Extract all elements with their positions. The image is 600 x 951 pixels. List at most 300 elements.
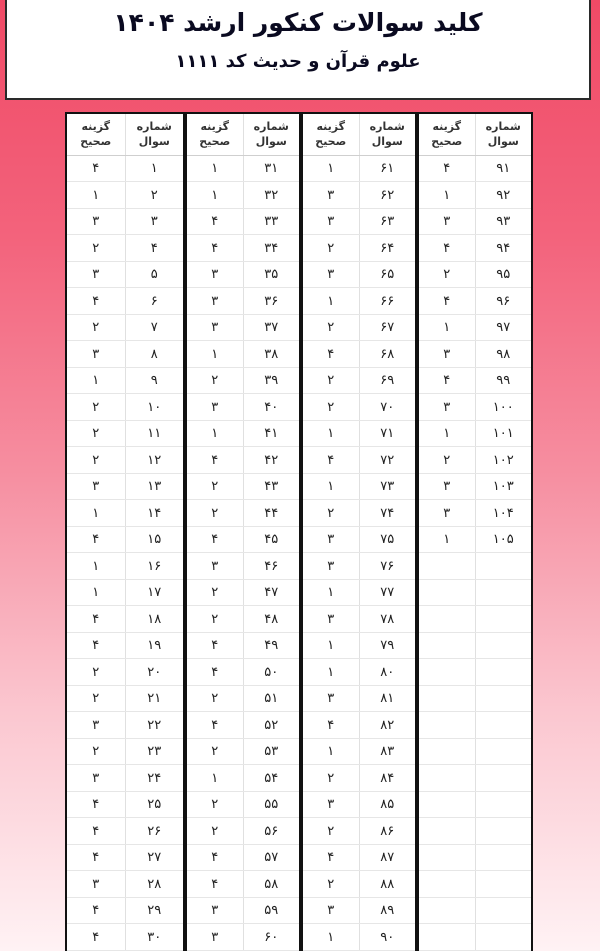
table-row	[303, 765, 415, 792]
question-number-cell	[475, 898, 532, 924]
table-block	[299, 114, 415, 951]
answer-cell: ۴	[92, 611, 100, 627]
table-row	[67, 527, 183, 554]
answer-cell: ۲	[92, 452, 100, 468]
table-row	[303, 315, 415, 342]
question-number-cell: ۹۹	[475, 368, 532, 394]
question-number-cell: ۳۸	[243, 341, 300, 367]
question-number-cell: ۸۷	[359, 845, 416, 871]
table-row	[67, 898, 183, 925]
answer-cell: ۱	[92, 585, 100, 601]
table-row	[67, 235, 183, 262]
question-number-cell: ۵۲	[243, 712, 300, 738]
question-number-cell: ۳۰	[125, 924, 184, 950]
answer-cell: ۲	[211, 505, 219, 521]
answer-cell: ۳	[327, 611, 335, 627]
answer-cell: ۱	[211, 346, 219, 362]
question-number-cell: ۸۲	[359, 712, 416, 738]
answer-cell: ۱	[443, 320, 451, 336]
question-number-cell: ۶۵	[359, 262, 416, 288]
question-number-cell: ۲۸	[125, 871, 184, 897]
table-row	[67, 553, 183, 580]
table-row	[67, 421, 183, 448]
answer-cell: ۱	[443, 532, 451, 548]
answer-cell: ۲	[327, 823, 335, 839]
question-number-cell: ۷۱	[359, 421, 416, 447]
answer-cell: ۴	[327, 452, 335, 468]
question-number-cell: ۹۱	[475, 156, 532, 182]
answer-cell: ۲	[443, 452, 451, 468]
question-number-cell: ۸۶	[359, 818, 416, 844]
answer-cell: ۳	[211, 558, 219, 574]
table-row	[67, 341, 183, 368]
table-row	[303, 156, 415, 183]
table-row	[303, 606, 415, 633]
table-row	[187, 712, 299, 739]
answer-cell: ۳	[327, 903, 335, 919]
answer-cell: ۲	[211, 611, 219, 627]
table-row	[187, 394, 299, 421]
table-row	[67, 712, 183, 739]
table-row	[303, 288, 415, 315]
answer-cell: ۳	[211, 903, 219, 919]
answer-cell: ۳	[327, 558, 335, 574]
question-number-cell: ۸۱	[359, 686, 416, 712]
answer-cell: ۱	[327, 426, 335, 442]
table-row	[303, 527, 415, 554]
question-number-cell: ۱۶	[125, 553, 184, 579]
page-subtitle: علوم قرآن و حدیث کد ۱۱۱۱	[175, 51, 421, 72]
answer-cell: ۴	[443, 161, 451, 177]
question-number-cell: ۸۵	[359, 792, 416, 818]
answer-key-table	[65, 112, 533, 951]
table-row	[187, 765, 299, 792]
question-number-cell: ۲۳	[125, 739, 184, 765]
table-row	[187, 659, 299, 686]
answer-cell	[419, 765, 475, 791]
answer-cell: ۱	[211, 426, 219, 442]
table-row	[187, 686, 299, 713]
question-number-cell: ۱۰۱	[475, 421, 532, 447]
table-row	[303, 341, 415, 368]
question-number-cell: ۳۴	[243, 235, 300, 261]
table-row	[67, 633, 183, 660]
table-row	[187, 235, 299, 262]
question-number-cell: ۱۴	[125, 500, 184, 526]
answer-cell: ۲	[211, 691, 219, 707]
question-number-cell: ۱۰	[125, 394, 184, 420]
table-row	[303, 474, 415, 501]
table-row	[303, 924, 415, 951]
answer-cell: ۴	[211, 240, 219, 256]
answer-cell: ۲	[92, 320, 100, 336]
table-row	[187, 606, 299, 633]
question-number-cell: ۸۳	[359, 739, 416, 765]
question-number-cell: ۵۴	[243, 765, 300, 791]
question-number-cell: ۱۷	[125, 580, 184, 606]
question-number-cell: ۱۹	[125, 633, 184, 659]
answer-cell: ۲	[327, 770, 335, 786]
answer-cell	[419, 553, 475, 579]
answer-cell: ۲	[327, 320, 335, 336]
header-question: شماره سوال	[243, 114, 300, 155]
table-row	[419, 368, 531, 395]
question-number-cell	[475, 553, 532, 579]
table-row	[187, 341, 299, 368]
answer-cell: ۴	[92, 293, 100, 309]
answer-cell: ۲	[92, 426, 100, 442]
question-number-cell: ۸۰	[359, 659, 416, 685]
answer-cell: ۴	[211, 717, 219, 733]
question-number-cell: ۴۸	[243, 606, 300, 632]
table-row	[67, 209, 183, 236]
question-number-cell: ۸۹	[359, 898, 416, 924]
table-row	[419, 262, 531, 289]
answer-cell: ۳	[211, 293, 219, 309]
question-number-cell: ۱۸	[125, 606, 184, 632]
question-number-cell: ۹۰	[359, 924, 416, 950]
table-header-row	[67, 114, 183, 156]
question-number-cell: ۴۱	[243, 421, 300, 447]
question-number-cell: ۵۹	[243, 898, 300, 924]
table-row	[303, 209, 415, 236]
answer-cell: ۱	[443, 187, 451, 203]
answer-cell	[419, 792, 475, 818]
answer-cell: ۱	[327, 638, 335, 654]
answer-cell: ۱	[327, 479, 335, 495]
table-row	[187, 527, 299, 554]
question-number-cell: ۱۰۰	[475, 394, 532, 420]
header-answer: گزینه صحیح	[80, 120, 112, 149]
table-row	[419, 500, 531, 527]
answer-cell: ۲	[92, 744, 100, 760]
answer-cell: ۱	[443, 426, 451, 442]
question-number-cell: ۶۸	[359, 341, 416, 367]
table-row	[187, 553, 299, 580]
table-row	[67, 739, 183, 766]
answer-cell: ۳	[327, 187, 335, 203]
header-answer: گزینه صحیح	[199, 120, 231, 149]
question-number-cell: ۱۱	[125, 421, 184, 447]
answer-cell: ۲	[92, 691, 100, 707]
table-row	[419, 818, 531, 845]
question-number-cell	[475, 686, 532, 712]
question-number-cell: ۵۰	[243, 659, 300, 685]
question-number-cell: ۹۵	[475, 262, 532, 288]
answer-cell: ۴	[211, 452, 219, 468]
table-row	[419, 633, 531, 660]
answer-cell: ۳	[443, 399, 451, 415]
table-row	[419, 712, 531, 739]
question-number-cell: ۹۴	[475, 235, 532, 261]
question-number-cell: ۶۰	[243, 924, 300, 950]
answer-cell: ۱	[327, 161, 335, 177]
question-number-cell: ۳۱	[243, 156, 300, 182]
answer-cell: ۱	[92, 558, 100, 574]
question-number-cell: ۱۰۴	[475, 500, 532, 526]
table-row	[67, 871, 183, 898]
answer-cell: ۱	[327, 664, 335, 680]
header-banner	[5, 0, 591, 100]
answer-cell: ۴	[327, 717, 335, 733]
answer-cell: ۳	[92, 267, 100, 283]
answer-cell	[419, 606, 475, 632]
answer-cell	[419, 818, 475, 844]
question-number-cell: ۳۵	[243, 262, 300, 288]
question-number-cell	[475, 712, 532, 738]
question-number-cell: ۳۶	[243, 288, 300, 314]
table-row	[303, 898, 415, 925]
answer-cell: ۴	[443, 373, 451, 389]
table-row	[67, 792, 183, 819]
question-number-cell: ۴۰	[243, 394, 300, 420]
question-number-cell: ۶۶	[359, 288, 416, 314]
question-number-cell: ۳	[125, 209, 184, 235]
table-row	[67, 924, 183, 951]
answer-cell: ۴	[211, 532, 219, 548]
answer-cell: ۲	[92, 664, 100, 680]
table-row	[187, 447, 299, 474]
question-number-cell: ۲۴	[125, 765, 184, 791]
table-row	[187, 871, 299, 898]
answer-cell	[419, 659, 475, 685]
question-number-cell: ۲۱	[125, 686, 184, 712]
table-row	[303, 368, 415, 395]
question-number-cell: ۲۰	[125, 659, 184, 685]
answer-cell: ۳	[327, 691, 335, 707]
answer-cell: ۱	[92, 373, 100, 389]
answer-cell: ۴	[92, 929, 100, 945]
table-row	[419, 924, 531, 951]
question-number-cell: ۷۰	[359, 394, 416, 420]
question-number-cell: ۴۳	[243, 474, 300, 500]
answer-cell: ۲	[211, 823, 219, 839]
table-row	[419, 553, 531, 580]
question-number-cell: ۲۶	[125, 818, 184, 844]
question-number-cell: ۷۳	[359, 474, 416, 500]
table-row	[419, 421, 531, 448]
answer-cell: ۳	[92, 876, 100, 892]
table-row	[303, 447, 415, 474]
question-number-cell: ۷۲	[359, 447, 416, 473]
question-number-cell: ۲	[125, 182, 184, 208]
answer-cell	[419, 739, 475, 765]
answer-cell: ۱	[327, 929, 335, 945]
table-row	[419, 898, 531, 925]
question-number-cell: ۴۷	[243, 580, 300, 606]
table-row	[187, 421, 299, 448]
question-number-cell	[475, 633, 532, 659]
question-number-cell: ۶۴	[359, 235, 416, 261]
answer-cell: ۳	[327, 214, 335, 230]
question-number-cell	[475, 739, 532, 765]
answer-cell: ۲	[92, 399, 100, 415]
table-row	[187, 182, 299, 209]
answer-cell: ۳	[327, 797, 335, 813]
answer-cell: ۲	[327, 240, 335, 256]
table-row	[303, 580, 415, 607]
answer-cell: ۲	[327, 876, 335, 892]
answer-cell: ۳	[92, 479, 100, 495]
header-question: شماره سوال	[359, 114, 416, 155]
table-row	[303, 421, 415, 448]
table-row	[67, 659, 183, 686]
answer-cell: ۳	[443, 479, 451, 495]
table-row	[419, 288, 531, 315]
answer-cell: ۱	[211, 187, 219, 203]
table-row	[419, 580, 531, 607]
table-row	[419, 182, 531, 209]
answer-cell: ۲	[327, 373, 335, 389]
question-number-cell: ۸۴	[359, 765, 416, 791]
table-row	[67, 765, 183, 792]
question-number-cell: ۲۷	[125, 845, 184, 871]
answer-cell: ۲	[327, 505, 335, 521]
question-number-cell: ۹۳	[475, 209, 532, 235]
table-row	[419, 156, 531, 183]
question-number-cell: ۳۹	[243, 368, 300, 394]
question-number-cell: ۴۵	[243, 527, 300, 553]
answer-cell: ۲	[443, 267, 451, 283]
table-row	[187, 500, 299, 527]
question-number-cell: ۵۶	[243, 818, 300, 844]
table-row	[303, 686, 415, 713]
question-number-cell: ۷۶	[359, 553, 416, 579]
table-block	[67, 114, 183, 951]
table-header-row	[419, 114, 531, 156]
table-row	[67, 156, 183, 183]
answer-cell: ۱	[211, 770, 219, 786]
question-number-cell: ۱۳	[125, 474, 184, 500]
table-header-row	[303, 114, 415, 156]
answer-cell: ۲	[211, 585, 219, 601]
table-row	[303, 553, 415, 580]
table-row	[67, 394, 183, 421]
table-block	[415, 114, 531, 951]
question-number-cell: ۵۳	[243, 739, 300, 765]
answer-cell: ۴	[211, 638, 219, 654]
answer-cell: ۴	[92, 850, 100, 866]
answer-cell: ۴	[211, 214, 219, 230]
answer-cell	[419, 924, 475, 950]
table-row	[303, 712, 415, 739]
table-row	[419, 235, 531, 262]
table-row	[67, 447, 183, 474]
answer-cell: ۴	[92, 823, 100, 839]
table-row	[67, 315, 183, 342]
question-number-cell: ۳۳	[243, 209, 300, 235]
question-number-cell: ۱۰۲	[475, 447, 532, 473]
answer-cell	[419, 633, 475, 659]
question-number-cell: ۹۶	[475, 288, 532, 314]
answer-cell: ۱	[327, 293, 335, 309]
answer-cell: ۲	[211, 373, 219, 389]
table-row	[303, 845, 415, 872]
question-number-cell: ۶۱	[359, 156, 416, 182]
table-row	[419, 765, 531, 792]
answer-cell: ۱	[327, 744, 335, 760]
question-number-cell	[475, 580, 532, 606]
question-number-cell: ۵۵	[243, 792, 300, 818]
question-number-cell: ۹۸	[475, 341, 532, 367]
question-number-cell: ۷۸	[359, 606, 416, 632]
question-number-cell: ۹۷	[475, 315, 532, 341]
answer-cell: ۳	[443, 505, 451, 521]
answer-cell: ۲	[327, 399, 335, 415]
question-number-cell: ۲۵	[125, 792, 184, 818]
table-row	[303, 235, 415, 262]
answer-cell	[419, 712, 475, 738]
table-row	[303, 659, 415, 686]
answer-cell: ۴	[443, 240, 451, 256]
question-number-cell: ۶	[125, 288, 184, 314]
answer-cell: ۳	[327, 532, 335, 548]
table-row	[419, 792, 531, 819]
answer-cell: ۱	[211, 161, 219, 177]
table-row	[303, 262, 415, 289]
answer-cell: ۳	[92, 717, 100, 733]
question-number-cell	[475, 818, 532, 844]
table-row	[67, 580, 183, 607]
answer-cell: ۴	[327, 346, 335, 362]
table-row	[187, 262, 299, 289]
table-row	[67, 606, 183, 633]
question-number-cell: ۴۶	[243, 553, 300, 579]
table-row	[187, 739, 299, 766]
question-number-cell: ۶۳	[359, 209, 416, 235]
answer-cell: ۴	[211, 876, 219, 892]
answer-cell: ۴	[92, 638, 100, 654]
table-row	[419, 447, 531, 474]
table-row	[67, 262, 183, 289]
answer-cell: ۳	[92, 214, 100, 230]
question-number-cell: ۱	[125, 156, 184, 182]
answer-cell: ۱	[92, 187, 100, 203]
table-row	[67, 288, 183, 315]
table-row	[187, 209, 299, 236]
answer-cell: ۳	[211, 267, 219, 283]
header-question: شماره سوال	[125, 114, 184, 155]
answer-cell	[419, 871, 475, 897]
question-number-cell: ۹	[125, 368, 184, 394]
question-number-cell: ۴۲	[243, 447, 300, 473]
answer-cell: ۳	[443, 346, 451, 362]
answer-cell: ۴	[92, 903, 100, 919]
answer-cell	[419, 845, 475, 871]
table-row	[187, 315, 299, 342]
question-number-cell: ۷	[125, 315, 184, 341]
table-row	[187, 288, 299, 315]
question-number-cell: ۶۷	[359, 315, 416, 341]
answer-cell: ۴	[327, 850, 335, 866]
table-row	[419, 209, 531, 236]
question-number-cell: ۱۰۳	[475, 474, 532, 500]
table-row	[67, 818, 183, 845]
table-row	[419, 527, 531, 554]
answer-cell: ۴	[211, 850, 219, 866]
table-row	[419, 341, 531, 368]
answer-cell: ۳	[443, 214, 451, 230]
answer-cell: ۴	[211, 664, 219, 680]
table-row	[303, 818, 415, 845]
answer-cell: ۳	[92, 346, 100, 362]
table-row	[303, 792, 415, 819]
question-number-cell: ۱۰۵	[475, 527, 532, 553]
question-number-cell: ۷۷	[359, 580, 416, 606]
answer-cell	[419, 686, 475, 712]
question-number-cell	[475, 765, 532, 791]
table-row	[303, 500, 415, 527]
